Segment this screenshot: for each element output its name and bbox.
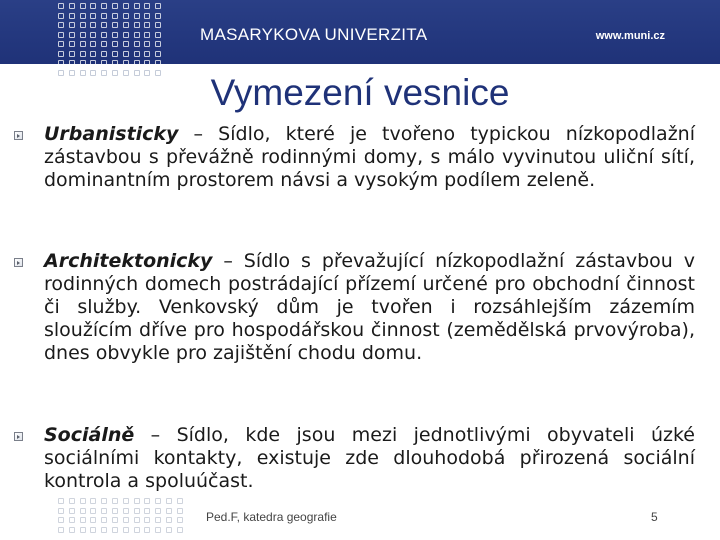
grid-square bbox=[80, 60, 86, 66]
grid-square bbox=[90, 41, 96, 47]
grid-square bbox=[144, 517, 150, 523]
grid-square bbox=[69, 32, 75, 38]
grid-square bbox=[134, 22, 140, 28]
grid-square bbox=[155, 13, 161, 19]
grid-square bbox=[134, 51, 140, 57]
grid-square bbox=[144, 498, 150, 504]
grid-square bbox=[144, 508, 150, 514]
grid-square bbox=[101, 41, 107, 47]
grid-square bbox=[144, 22, 150, 28]
grid-square bbox=[144, 13, 150, 19]
grid-square bbox=[58, 527, 64, 533]
grid-square bbox=[166, 517, 172, 523]
grid-square bbox=[90, 498, 96, 504]
grid-square bbox=[144, 32, 150, 38]
logo-grid-pattern bbox=[58, 3, 166, 79]
item-term: Urbanisticky bbox=[44, 123, 179, 145]
grid-square bbox=[112, 498, 118, 504]
grid-square bbox=[155, 3, 161, 9]
grid-square bbox=[58, 51, 64, 57]
grid-square bbox=[80, 41, 86, 47]
grid-square bbox=[101, 51, 107, 57]
grid-square bbox=[123, 3, 129, 9]
grid-square bbox=[69, 51, 75, 57]
grid-square bbox=[80, 51, 86, 57]
grid-square bbox=[90, 22, 96, 28]
grid-square bbox=[90, 60, 96, 66]
grid-square bbox=[69, 41, 75, 47]
footer-grid-pattern bbox=[58, 498, 188, 540]
grid-square bbox=[123, 527, 129, 533]
grid-square bbox=[155, 41, 161, 47]
grid-square bbox=[134, 517, 140, 523]
grid-square bbox=[90, 508, 96, 514]
website-label: www.muni.cz bbox=[595, 30, 665, 42]
grid-square bbox=[155, 517, 161, 523]
grid-square bbox=[155, 508, 161, 514]
bullet-icon bbox=[14, 258, 23, 267]
grid-square bbox=[177, 527, 183, 533]
item-text: – Sídlo, kde jsou mezi jednotlivými obyvateli úzké sociálními kontakty, existuje zde dlouhodobá přirozená sociální kontrola a spoluúčast. bbox=[44, 424, 695, 492]
grid-square bbox=[101, 13, 107, 19]
grid-square bbox=[155, 51, 161, 57]
grid-square bbox=[144, 51, 150, 57]
grid-square bbox=[112, 3, 118, 9]
grid-square bbox=[112, 508, 118, 514]
item-term: Sociálně bbox=[44, 424, 135, 446]
grid-square bbox=[69, 3, 75, 9]
grid-square bbox=[123, 517, 129, 523]
grid-square bbox=[166, 508, 172, 514]
grid-square bbox=[134, 527, 140, 533]
grid-square bbox=[177, 508, 183, 514]
grid-square bbox=[80, 32, 86, 38]
grid-square bbox=[58, 517, 64, 523]
grid-square bbox=[123, 51, 129, 57]
item-text: – Sídlo, které je tvořeno typickou nízkopodlažní zástavbou s převážně rodinnými domy, s málo vyvinutou uliční sítí, dominantním prostorem návsi a vysokým podílem zeleně. bbox=[44, 123, 695, 191]
grid-square bbox=[112, 22, 118, 28]
grid-square bbox=[134, 508, 140, 514]
grid-square bbox=[101, 498, 107, 504]
grid-square bbox=[101, 60, 107, 66]
grid-square bbox=[123, 60, 129, 66]
grid-square bbox=[112, 51, 118, 57]
grid-square bbox=[58, 508, 64, 514]
grid-square bbox=[112, 517, 118, 523]
footer-source: Ped.F, katedra geografie bbox=[206, 510, 337, 524]
grid-square bbox=[101, 22, 107, 28]
grid-square bbox=[69, 60, 75, 66]
grid-square bbox=[155, 22, 161, 28]
grid-square bbox=[90, 51, 96, 57]
grid-square bbox=[101, 3, 107, 9]
grid-square bbox=[90, 517, 96, 523]
grid-square bbox=[144, 60, 150, 66]
grid-square bbox=[58, 32, 64, 38]
grid-square bbox=[101, 508, 107, 514]
grid-square bbox=[123, 508, 129, 514]
grid-square bbox=[166, 498, 172, 504]
grid-square bbox=[69, 517, 75, 523]
grid-square bbox=[123, 41, 129, 47]
grid-square bbox=[90, 3, 96, 9]
page-number: 5 bbox=[651, 510, 658, 524]
grid-square bbox=[134, 3, 140, 9]
grid-square bbox=[58, 41, 64, 47]
grid-square bbox=[112, 60, 118, 66]
grid-square bbox=[155, 60, 161, 66]
grid-square bbox=[101, 32, 107, 38]
grid-square bbox=[80, 527, 86, 533]
bullet-icon bbox=[14, 131, 23, 140]
grid-square bbox=[134, 498, 140, 504]
grid-square bbox=[69, 13, 75, 19]
item-term: Architektonicky bbox=[44, 250, 213, 272]
grid-square bbox=[69, 498, 75, 504]
grid-square bbox=[112, 13, 118, 19]
grid-square bbox=[58, 22, 64, 28]
grid-square bbox=[144, 41, 150, 47]
list-item-architektonicky bbox=[44, 250, 695, 365]
grid-square bbox=[155, 498, 161, 504]
grid-square bbox=[123, 13, 129, 19]
grid-square bbox=[123, 32, 129, 38]
university-name: MASARYKOVA UNIVERZITA bbox=[200, 25, 428, 44]
grid-square bbox=[155, 527, 161, 533]
grid-square bbox=[80, 508, 86, 514]
grid-square bbox=[69, 527, 75, 533]
grid-square bbox=[134, 41, 140, 47]
grid-square bbox=[166, 527, 172, 533]
grid-square bbox=[112, 32, 118, 38]
grid-square bbox=[112, 527, 118, 533]
grid-square bbox=[58, 498, 64, 504]
grid-square bbox=[80, 22, 86, 28]
grid-square bbox=[101, 527, 107, 533]
grid-square bbox=[123, 22, 129, 28]
grid-square bbox=[134, 13, 140, 19]
list-item-socialne bbox=[44, 424, 695, 493]
grid-square bbox=[144, 3, 150, 9]
grid-square bbox=[58, 13, 64, 19]
grid-square bbox=[144, 527, 150, 533]
grid-square bbox=[123, 498, 129, 504]
grid-square bbox=[69, 22, 75, 28]
grid-square bbox=[69, 508, 75, 514]
bullet-icon bbox=[14, 432, 23, 441]
grid-square bbox=[90, 32, 96, 38]
grid-square bbox=[90, 527, 96, 533]
grid-square bbox=[80, 498, 86, 504]
slide-title: Vymezení vesnice bbox=[210, 72, 510, 113]
grid-square bbox=[101, 517, 107, 523]
grid-square bbox=[58, 3, 64, 9]
grid-square bbox=[80, 3, 86, 9]
grid-square bbox=[177, 498, 183, 504]
grid-square bbox=[134, 32, 140, 38]
grid-square bbox=[58, 60, 64, 66]
grid-square bbox=[112, 41, 118, 47]
item-text: – Sídlo s převažující nízkopodlažní zástavbou v rodinných domech postrádající přízemí určené pro obchodní činnost či služby. Venkovský dům je tvořen i rozsáhlejším zázemím sloužícím dříve pro hospodářskou činnost (zemědělská prvovýroba), dnes obvykle pro zajištění chodu domu. bbox=[44, 250, 695, 364]
grid-square bbox=[80, 517, 86, 523]
grid-square bbox=[134, 60, 140, 66]
grid-square bbox=[177, 517, 183, 523]
grid-square bbox=[155, 32, 161, 38]
grid-square bbox=[90, 13, 96, 19]
list-item-urbanisticky bbox=[44, 123, 695, 192]
grid-square bbox=[80, 13, 86, 19]
